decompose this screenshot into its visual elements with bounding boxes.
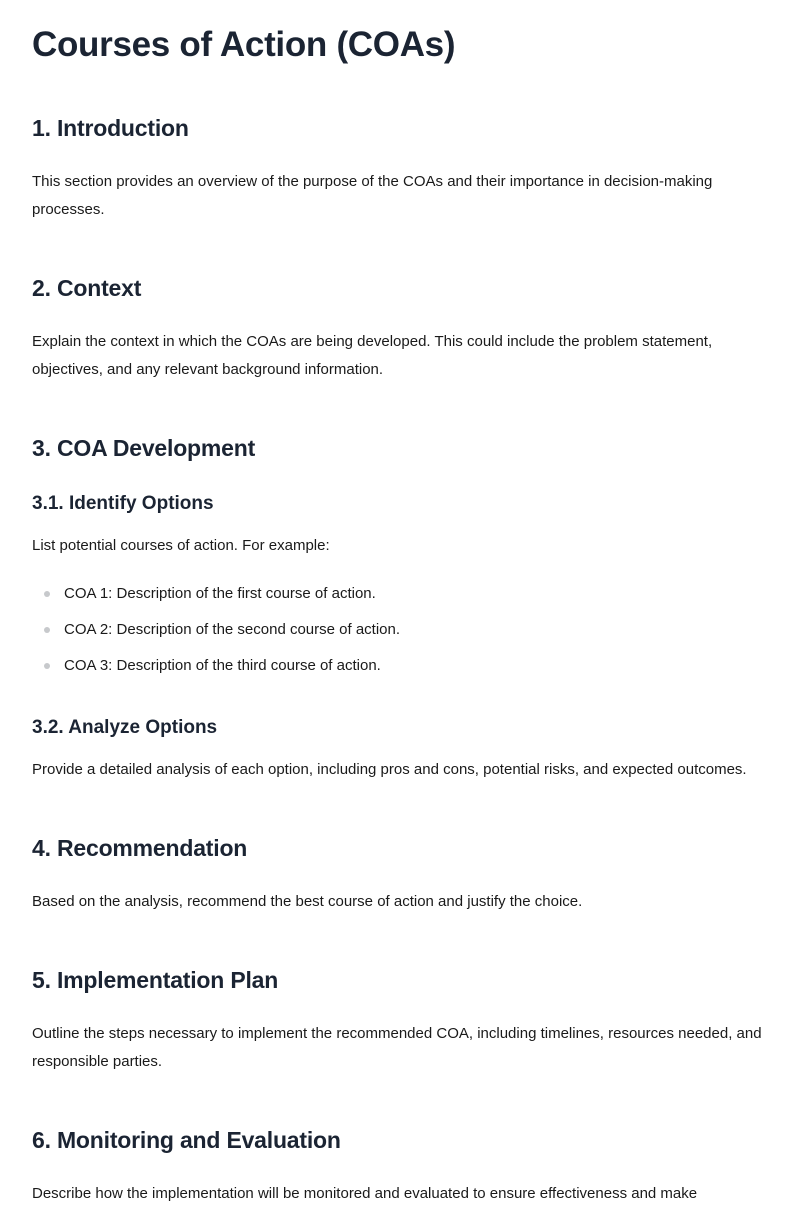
section-body-recommendation: Based on the analysis, recommend the best course of action and justify the choice. <box>32 893 583 910</box>
section-body-introduction: This section provides an overview of the purpose of the COAs and their importance in decision-making processes. <box>32 173 713 218</box>
list-item-text: COA 2: Description of the second course of action. <box>64 621 401 638</box>
section-heading-implementation-plan: 5. Implementation Plan <box>32 967 279 993</box>
subsection-heading-identify-options: 3.1. Identify Options <box>32 493 214 514</box>
coa-options-list <box>32 576 772 684</box>
subsection-body-analyze-options: Provide a detailed analysis of each option, including pros and cons, potential risks, and expected outcomes. <box>32 761 747 778</box>
subsection-heading-analyze-options: 3.2. Analyze Options <box>32 717 218 738</box>
list-item <box>32 648 772 684</box>
bullet-icon <box>44 663 50 669</box>
list-item <box>32 612 772 648</box>
page-title: Courses of Action (COAs) <box>32 25 456 64</box>
section-body-monitoring-evaluation: Describe how the implementation will be monitored and evaluated to ensure effectiveness and make <box>32 1185 698 1202</box>
section-heading-recommendation: 4. Recommendation <box>32 835 248 861</box>
section-heading-introduction: 1. Introduction <box>32 115 189 141</box>
bullet-icon <box>44 591 50 597</box>
list-item-text: COA 1: Description of the first course of action. <box>64 585 376 602</box>
section-heading-monitoring-evaluation: 6. Monitoring and Evaluation <box>32 1127 341 1153</box>
section-heading-context: 2. Context <box>32 275 142 301</box>
bullet-icon <box>44 627 50 633</box>
subsection-body-identify-options: List potential courses of action. For example: <box>32 537 330 554</box>
list-item-text: COA 3: Description of the third course of action. <box>64 657 381 674</box>
list-item <box>32 576 772 612</box>
section-body-context: Explain the context in which the COAs are being developed. This could include the problem statement, objectives, and any relevant background information. <box>32 333 713 378</box>
section-heading-coa-development: 3. COA Development <box>32 435 256 461</box>
section-body-implementation-plan: Outline the steps necessary to implement the recommended COA, including timelines, resources needed, and responsible parties. <box>32 1025 762 1070</box>
